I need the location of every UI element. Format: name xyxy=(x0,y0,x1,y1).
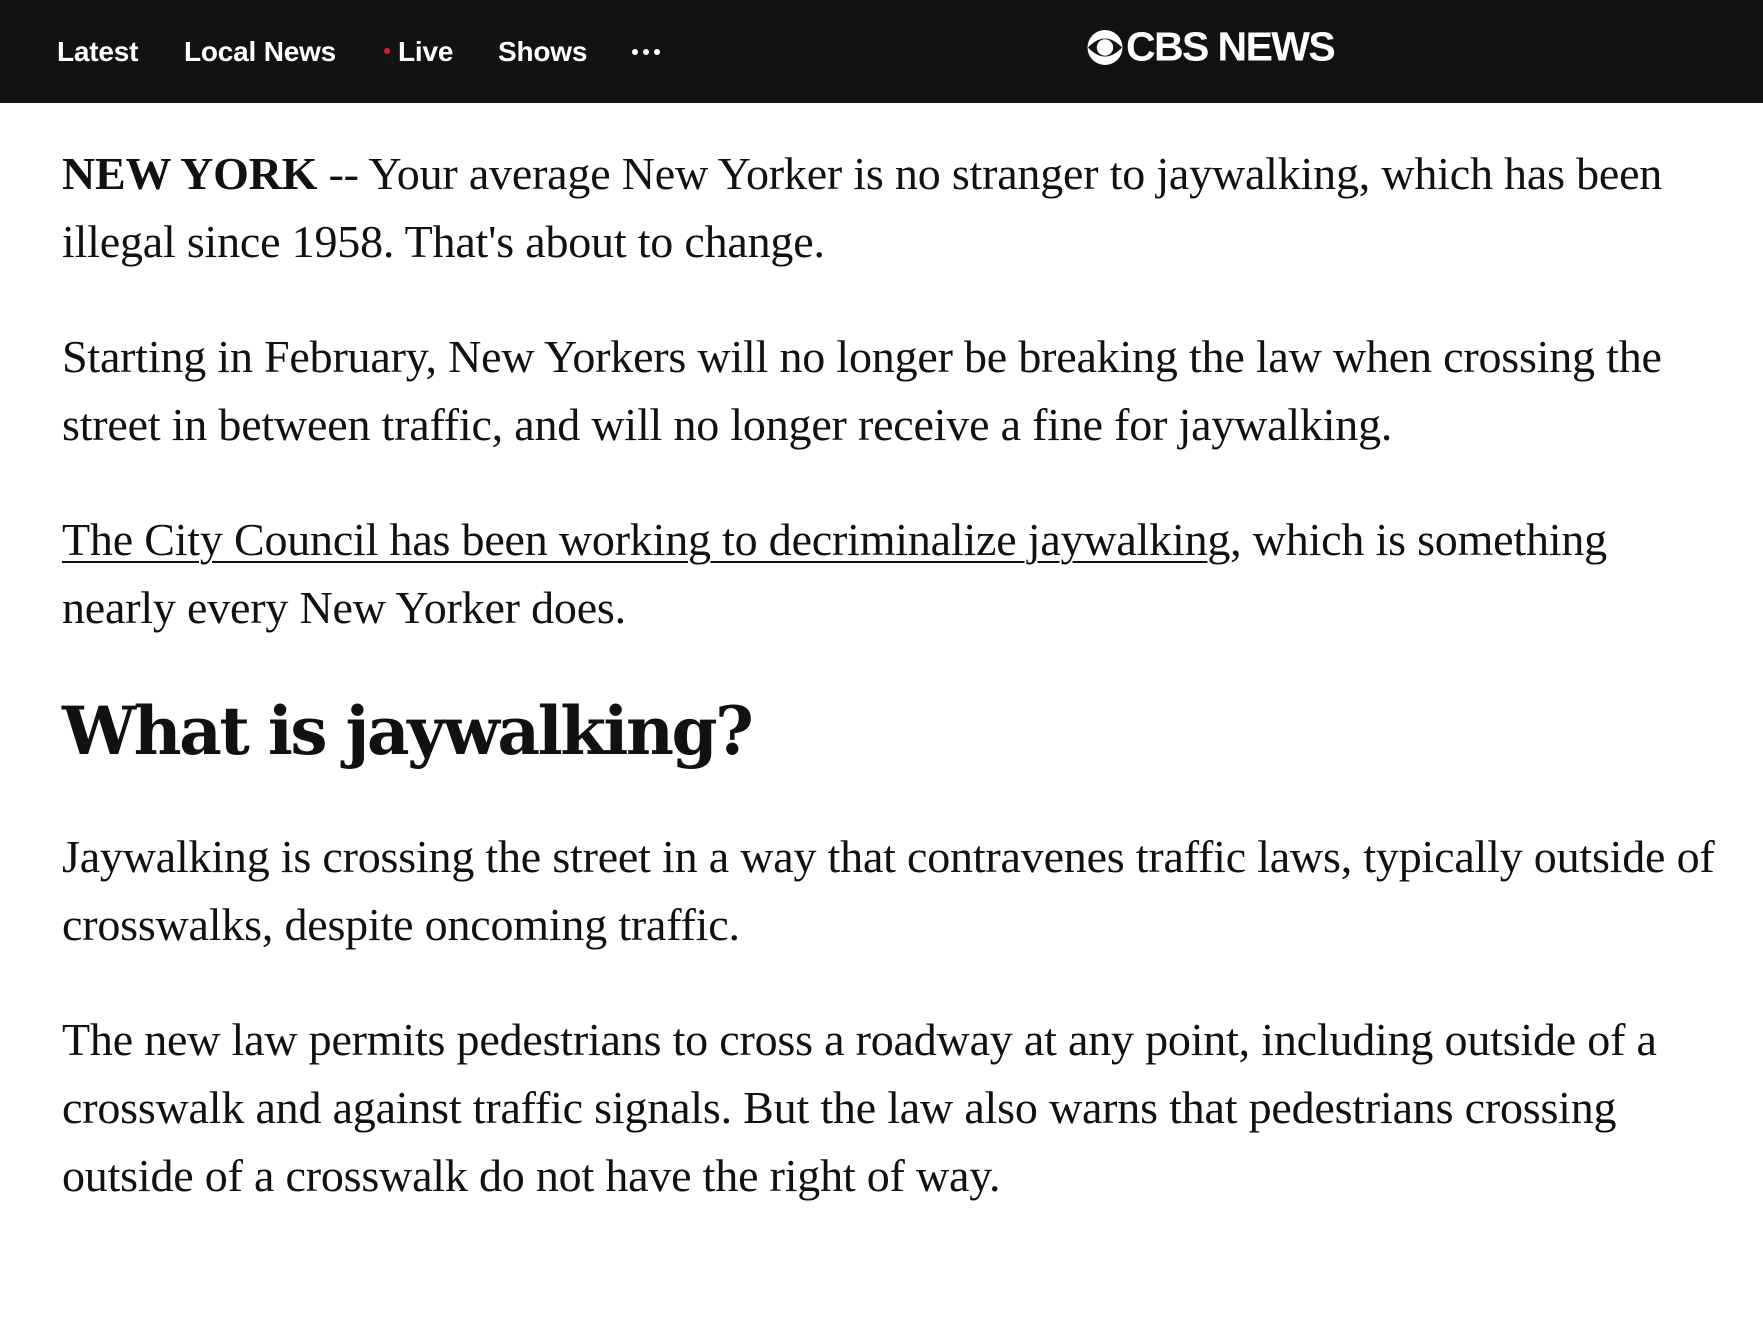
top-navigation-bar xyxy=(0,0,1763,103)
article-body xyxy=(62,140,1722,1257)
logo-text: CBS NEWS xyxy=(1126,23,1335,70)
paragraph-3-text: , which is something nearly every New Yorker does. xyxy=(62,514,1607,633)
ellipsis-icon[interactable] xyxy=(632,49,660,55)
article-paragraph-3 xyxy=(62,506,1722,642)
nav-item-live[interactable] xyxy=(384,36,453,68)
cbs-eye-icon xyxy=(1086,28,1124,66)
decriminalize-jaywalking-link[interactable]: The City Council has been working to decriminalize jaywalking xyxy=(62,514,1231,565)
nav-item-latest[interactable]: Latest xyxy=(57,36,139,67)
section-heading: What is jaywalking? xyxy=(62,692,752,770)
nav-item-shows[interactable]: Shows xyxy=(498,36,588,67)
cbs-news-logo[interactable] xyxy=(1086,23,1335,70)
article-paragraph-5: The new law permits pedestrians to cross a roadway at any point, including outside of a crosswalk and against traffic signals. But the law also warns that pedestrians crossing outside of a crosswalk do not have the right of way. xyxy=(62,1014,1657,1201)
nav-item-local-news[interactable]: Local News xyxy=(184,36,337,67)
live-indicator-dot xyxy=(384,48,390,54)
nav-item-live-label: Live xyxy=(398,36,454,67)
dateline: NEW YORK xyxy=(62,148,318,199)
paragraph-1-text: -- Your average New Yorker is no stranger to jaywalking, which has been illegal since 1958. That's about to change. xyxy=(62,148,1663,267)
article-paragraph-4: Jaywalking is crossing the street in a way that contravenes traffic laws, typically outside of crosswalks, despite oncoming traffic. xyxy=(62,831,1715,950)
article-paragraph-1 xyxy=(62,140,1722,276)
article-paragraph-2: Starting in February, New Yorkers will no longer be breaking the law when crossing the street in between traffic, and will no longer receive a fine for jaywalking. xyxy=(62,331,1662,450)
